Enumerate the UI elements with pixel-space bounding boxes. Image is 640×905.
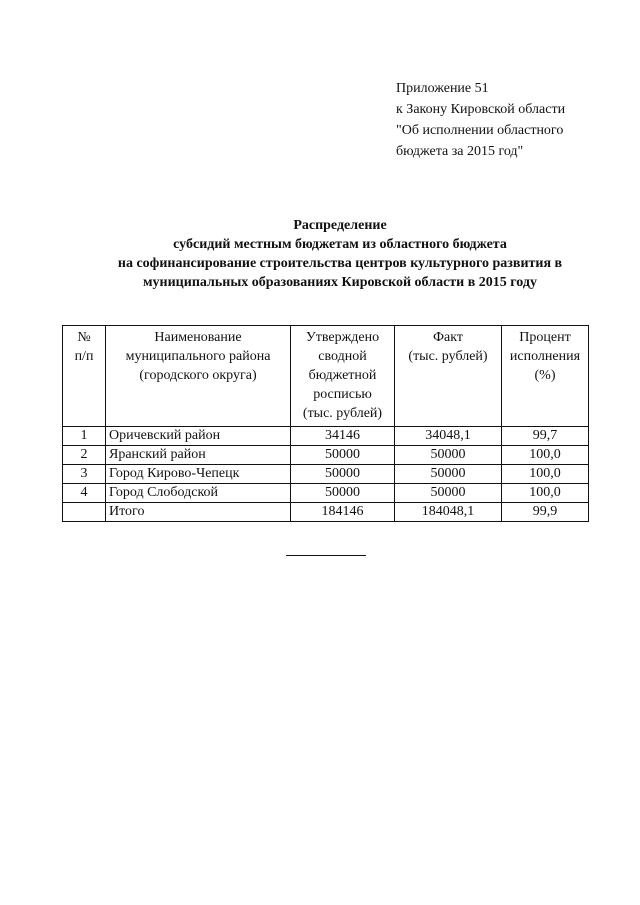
header-line: (городского округа) — [139, 368, 257, 383]
cell-approved: 184146 — [291, 503, 395, 522]
table-row — [63, 484, 589, 503]
title-line: на софинансирование строительства центров культурного развития в — [117, 256, 563, 271]
cell-name: Город Кирово-Чепецк — [106, 465, 291, 484]
title-line: субсидий местным бюджетам из областного бюджета — [173, 237, 507, 252]
header-name — [106, 326, 291, 427]
header-line: исполнения — [509, 349, 581, 364]
header-line: росписью — [313, 387, 372, 402]
header-approved — [291, 326, 395, 427]
document-title — [40, 216, 640, 292]
cell-fact: 184048,1 — [395, 503, 502, 522]
header-line: № — [77, 330, 91, 345]
header-line: муниципального района — [125, 349, 271, 364]
cell-approved: 50000 — [291, 484, 395, 503]
header-line: (тыс. рублей) — [302, 406, 383, 421]
header-line: Утверждено — [305, 330, 380, 345]
header-fact — [395, 326, 502, 427]
header-line: Процент — [519, 330, 571, 345]
cell-percent: 100,0 — [502, 465, 589, 484]
cell-percent: 99,9 — [502, 503, 589, 522]
header-line: бюджетной — [308, 368, 377, 383]
appendix-line: бюджета за 2015 год" — [396, 144, 524, 159]
total-row — [63, 503, 589, 522]
cell-number: 2 — [63, 446, 106, 465]
cell-fact: 50000 — [395, 484, 502, 503]
cell-number: 1 — [63, 427, 106, 446]
appendix-line: к Закону Кировской области — [396, 102, 566, 117]
cell-approved: 50000 — [291, 446, 395, 465]
cell-percent: 100,0 — [502, 484, 589, 503]
header-number — [63, 326, 106, 427]
cell-name: Оричевский район — [106, 427, 291, 446]
header-line: Факт — [432, 330, 463, 345]
cell-number: 3 — [63, 465, 106, 484]
header-line: сводной — [318, 349, 367, 364]
title-line: Распределение — [293, 218, 387, 233]
cell-name: Город Слободской — [106, 484, 291, 503]
appendix-line: Приложение 51 — [396, 81, 489, 96]
header-line: (%) — [534, 368, 556, 383]
cell-fact: 50000 — [395, 465, 502, 484]
table-head — [63, 326, 589, 427]
table-body — [63, 427, 589, 522]
cell-approved: 34146 — [291, 427, 395, 446]
title-line: муниципальных образованиях Кировской области в 2015 году — [143, 275, 537, 290]
cell-number — [63, 503, 106, 522]
header-row — [63, 326, 589, 427]
table-row — [63, 446, 589, 465]
table-row — [63, 465, 589, 484]
table-row — [63, 427, 589, 446]
closing-divider — [286, 555, 366, 556]
cell-approved: 50000 — [291, 465, 395, 484]
header-percent — [502, 326, 589, 427]
header-line: Наименование — [154, 330, 242, 345]
appendix-reference — [396, 78, 565, 162]
cell-fact: 34048,1 — [395, 427, 502, 446]
cell-fact: 50000 — [395, 446, 502, 465]
header-line: (тыс. рублей) — [408, 349, 488, 364]
cell-percent: 99,7 — [502, 427, 589, 446]
cell-name: Яранский район — [106, 446, 291, 465]
subsidy-table — [62, 325, 589, 522]
cell-percent: 100,0 — [502, 446, 589, 465]
cell-number: 4 — [63, 484, 106, 503]
appendix-line: "Об исполнении областного — [396, 123, 564, 138]
header-line: п/п — [74, 349, 94, 364]
cell-name: Итого — [106, 503, 291, 522]
